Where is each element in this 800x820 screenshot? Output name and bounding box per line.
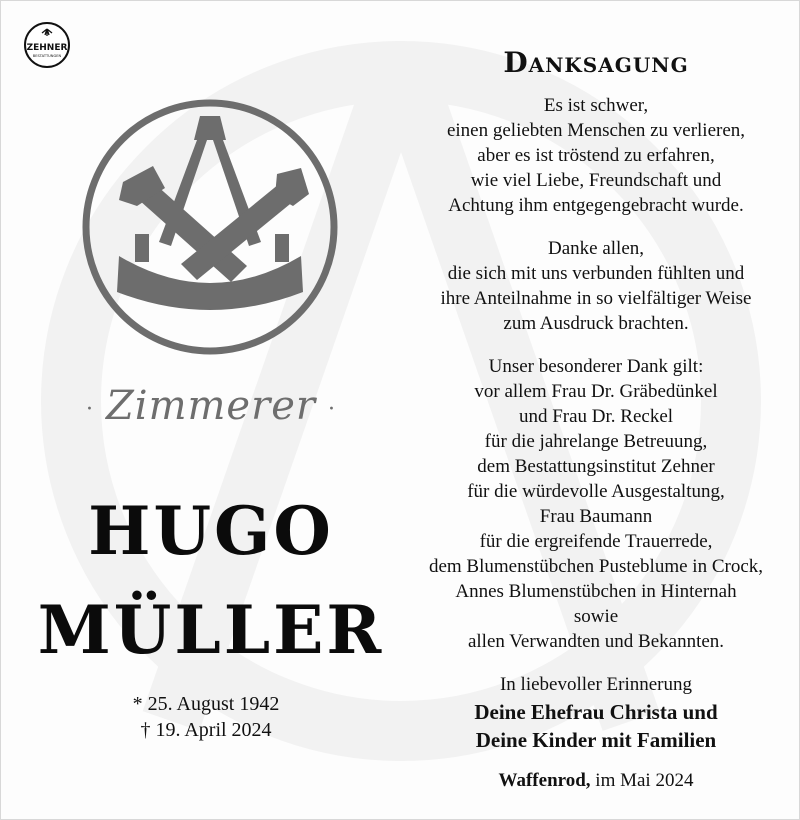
trade-label xyxy=(61,383,361,429)
closing-block xyxy=(401,672,791,754)
logo-subtitle: BESTATTUNGEN xyxy=(32,54,62,58)
text-line: Danke allen, xyxy=(547,238,644,259)
heading-danksagung: Danksagung xyxy=(503,46,689,79)
text-line: zum Ausdruck brachten. xyxy=(503,313,689,334)
death-date: † 19. April 2024 xyxy=(140,719,272,741)
closing-intro: In liebevoller Erinnerung xyxy=(499,674,693,695)
place-date xyxy=(401,770,791,792)
text-line: dem Bestattungsinstitut Zehner xyxy=(477,456,715,477)
text-line: sowie xyxy=(573,606,619,627)
text-line: wie viel Liebe, Freundschaft und xyxy=(470,170,722,191)
life-dates xyxy=(81,691,331,743)
text-line: vor allem Frau Dr. Gräbedünkel xyxy=(474,381,718,402)
logo-name: ZEHNER xyxy=(26,43,68,53)
carpenter-emblem-icon xyxy=(79,96,341,358)
text-line: aber es ist tröstend zu erfahren, xyxy=(477,145,715,166)
text-line: Achtung ihm entgegengebracht wurde. xyxy=(448,195,744,216)
text-line: Frau Baumann xyxy=(539,506,653,527)
last-name: MÜLLER xyxy=(37,591,385,669)
text-line: die sich mit uns verbunden fühlten und xyxy=(447,263,745,284)
text-line: Unser besonderer Dank gilt: xyxy=(488,356,704,377)
text-line: allen Verwandten und Bekannten. xyxy=(467,631,725,652)
signature-spouse: Deine Ehefrau Christa und xyxy=(474,700,718,724)
signature-children: Deine Kinder mit Familien xyxy=(475,728,717,752)
text-line: für die jahrelange Betreuung, xyxy=(484,431,708,452)
text-line: einen geliebten Menschen zu verlieren, xyxy=(446,120,746,141)
paragraph-thanks-all xyxy=(401,236,791,336)
date: im Mai 2024 xyxy=(595,770,694,791)
text-line: dem Blumenstübchen Pusteblume in Crock, xyxy=(428,556,764,577)
birth-date: * 25. August 1942 xyxy=(132,693,280,715)
thanks-column xyxy=(401,46,791,792)
ornament-dot-right: · xyxy=(328,396,337,422)
text-line: für die ergreifende Trauerrede, xyxy=(479,531,713,552)
first-name: HUGO xyxy=(88,492,334,570)
place: Waffenrod, xyxy=(498,770,591,791)
paragraph-intro xyxy=(401,93,791,218)
text-line: und Frau Dr. Reckel xyxy=(518,406,674,427)
paragraph-special-thanks xyxy=(401,354,791,654)
text-line: ihre Anteilnahme in so vielfältiger Weise xyxy=(440,288,752,309)
funeral-home-logo xyxy=(23,21,71,69)
text-line: Annes Blumenstübchen in Hinternah xyxy=(455,581,737,602)
trade-text: Zimmerer xyxy=(105,383,317,429)
ornament-dot-left: · xyxy=(85,396,94,422)
text-line: Es ist schwer, xyxy=(543,95,649,116)
text-line: für die würdevolle Ausgestaltung, xyxy=(467,481,725,502)
